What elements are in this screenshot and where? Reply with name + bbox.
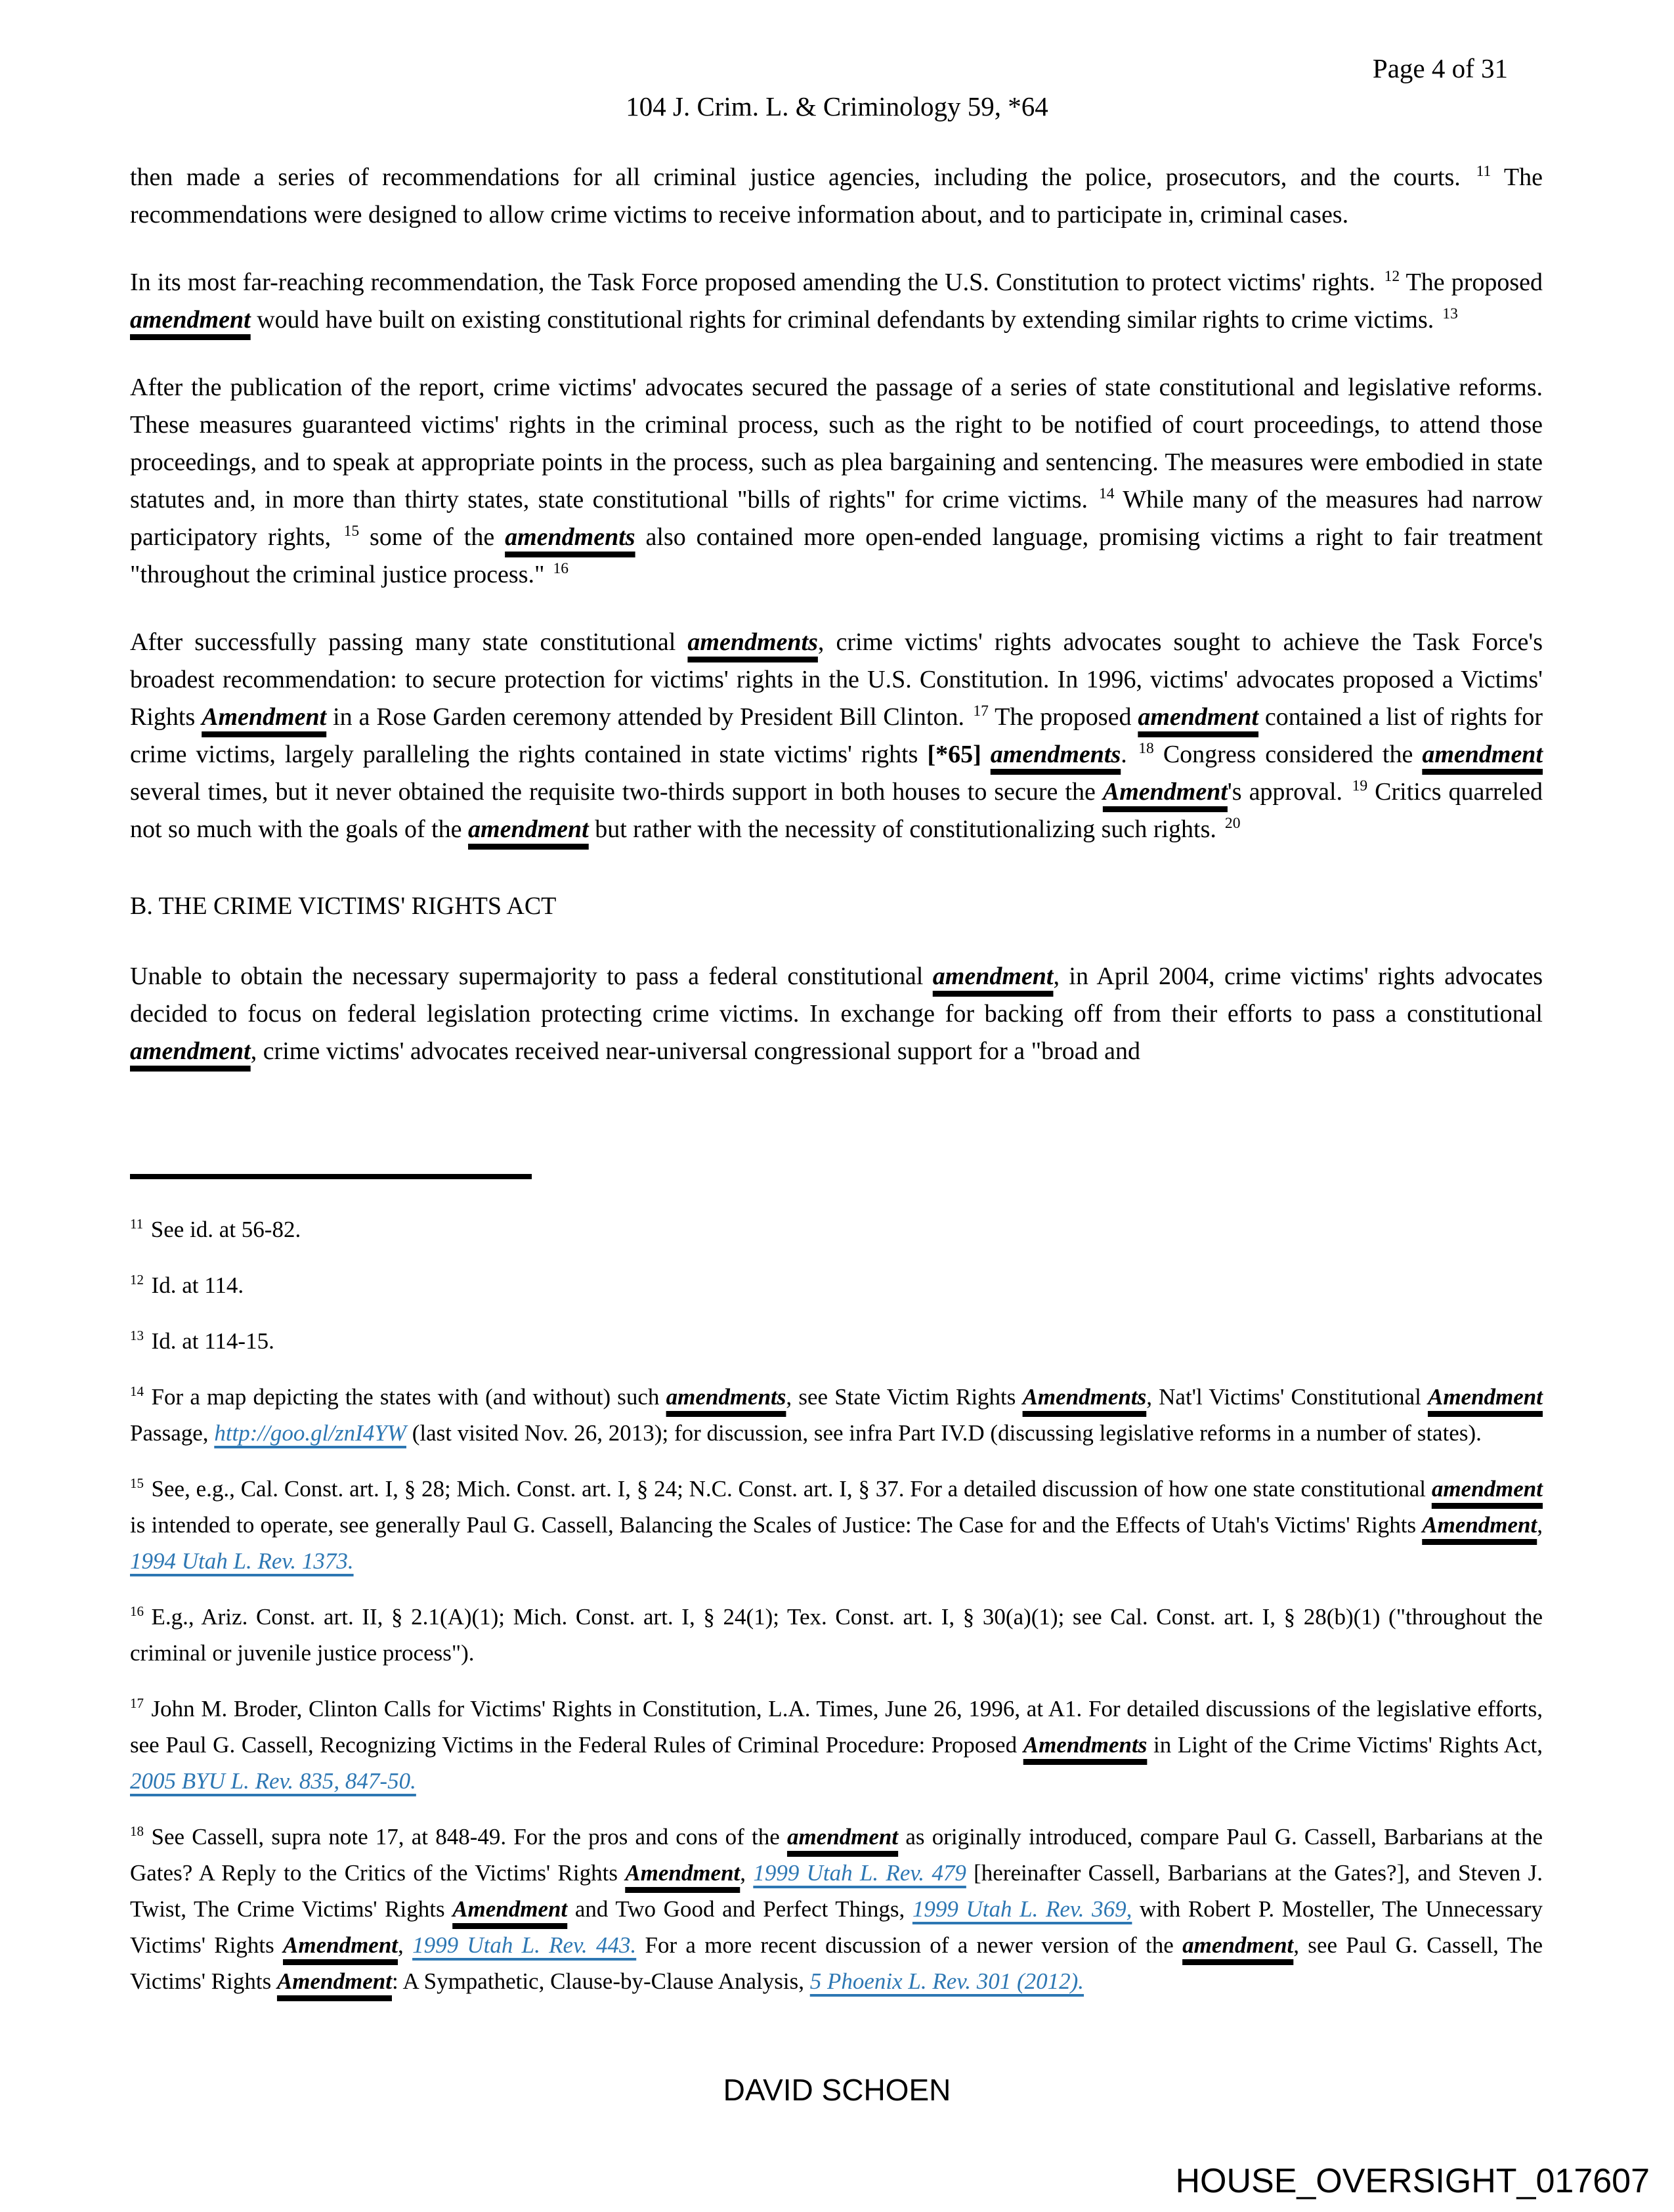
- text-segment: See id. at 56-82.: [150, 1217, 301, 1242]
- footnote-reference: 12: [1384, 268, 1400, 286]
- text-segment: and Two Good and Perfect Things,: [567, 1896, 912, 1922]
- text-segment: is intended to operate, see generally Paul G. Cassell, Balancing the Scales of Justice: The Case for and the Effects of Utah's Victims' Rights: [130, 1512, 1423, 1538]
- footnote-item: [130, 1323, 1543, 1359]
- footnote-number: 18: [130, 1823, 144, 1840]
- highlighted-term: Amendment: [283, 1932, 398, 1958]
- footnote-number: 17: [130, 1695, 144, 1712]
- text-segment: Congress considered the: [1153, 741, 1423, 768]
- footnote-separator: [130, 1174, 532, 1179]
- text-segment: For a more recent discussion of a newer version of the: [636, 1932, 1183, 1958]
- footnote-item: [130, 1691, 1543, 1799]
- highlighted-term: Amendment: [276, 1968, 392, 1994]
- body-paragraph: [130, 958, 1543, 1070]
- text-segment: but rather with the necessity of constitutionalizing such rights.: [588, 815, 1223, 843]
- footnote-item: [130, 1379, 1543, 1451]
- body-paragraph: [130, 159, 1543, 234]
- footnote-reference: 11: [1476, 163, 1492, 181]
- highlighted-term: amendment: [468, 815, 589, 843]
- text-segment: ,: [398, 1932, 413, 1958]
- body-paragraph: [130, 264, 1543, 339]
- text-segment: in Light of the Crime Victims' Rights Act,: [1147, 1732, 1543, 1758]
- text-segment: ,: [1537, 1512, 1543, 1538]
- highlighted-term: amendment: [130, 1037, 251, 1065]
- text-segment: The proposed: [1400, 269, 1543, 296]
- text-segment: Unable to obtain the necessary supermajority to pass a federal constitutional: [130, 963, 933, 990]
- text-segment: then made a series of recommendations for all criminal justice agencies, including the police, prosecutors, and the courts.: [130, 163, 1474, 191]
- text-segment: , see State Victim Rights: [786, 1384, 1023, 1410]
- footnote-text: [152, 1328, 274, 1354]
- text-segment: as originally introduced, compare Paul G. Cassell, Barbarians at the Gates? A Reply to the Critics of the Victims' Rights: [130, 1824, 1543, 1886]
- highlighted-term: amendment: [1422, 741, 1543, 768]
- highlighted-term: Amendments: [1023, 1732, 1148, 1758]
- body-paragraph: [130, 369, 1543, 594]
- citation-link[interactable]: 1994 Utah L. Rev. 1373.: [130, 1548, 354, 1574]
- highlighted-term: amendment: [1431, 1476, 1543, 1502]
- footnote-number: 13: [130, 1328, 144, 1344]
- highlighted-term: Amendment: [1102, 778, 1228, 806]
- text-segment: In its most far-reaching recommendation, the Task Force proposed amending the U.S. Constitution to protect victims' rights.: [130, 269, 1383, 296]
- highlighted-term: Amendment: [1427, 1384, 1543, 1410]
- footnote-text: [130, 1824, 1543, 1994]
- footnote-text: [130, 1384, 1543, 1446]
- footnote-number: 11: [130, 1216, 144, 1232]
- text-segment: After successfully passing many state constitutional: [130, 628, 688, 656]
- citation-link[interactable]: 1999 Utah L. Rev. 369,: [912, 1896, 1132, 1922]
- text-segment: Critics quarreled not so much with the goals of the: [130, 778, 1543, 843]
- text-segment: , see Paul G. Cassell, The Victims' Rights: [130, 1932, 1543, 1994]
- footnote-text: [152, 1272, 244, 1298]
- footnote-item: [130, 1211, 1543, 1247]
- text-segment: would have built on existing constitutional rights for criminal defendants by extending similar rights to crime victims.: [250, 306, 1440, 334]
- text-segment: .: [1121, 741, 1136, 768]
- text-segment: Id. at 114-15.: [151, 1328, 274, 1354]
- text-segment: (last visited Nov. 26, 2013); for discussion, see infra Part IV.D (discussing legislative reforms in a number of states).: [406, 1420, 1482, 1446]
- text-segment: , crime victims' advocates received near-universal congressional support for a "broad and: [250, 1037, 1140, 1065]
- footnote-text: [130, 1604, 1543, 1666]
- footnote-number: 12: [130, 1272, 144, 1288]
- footnote-text: [151, 1217, 301, 1242]
- running-header: 104 J. Crim. L. & Criminology 59, *64: [626, 91, 1048, 121]
- footnote-reference: 13: [1442, 305, 1458, 323]
- text-segment: with Robert P. Mosteller, The Unnecessary Victims' Rights: [130, 1896, 1543, 1958]
- text-segment: While many of the measures had narrow participatory rights,: [130, 486, 1543, 551]
- text-segment: , crime victims' rights advocates sought to achieve the Task Force's broadest recommendation: to secure protection for victims' rights in the U.S. Constitution. In 1996, victims' advocates proposed a Victims' Rights: [130, 628, 1543, 731]
- text-segment: The proposed: [988, 703, 1138, 731]
- text-segment: several times, but it never obtained the requisite two-thirds support in both houses to secure the: [130, 778, 1103, 806]
- text-segment: , in April 2004, crime victims' rights advocates decided to focus on federal legislation protecting crime victims. In exchange for backing off from their efforts to pass a constitutional: [130, 963, 1543, 1028]
- text-segment: some of the: [359, 523, 505, 551]
- footnote-reference: 16: [553, 560, 569, 578]
- highlighted-term: amendments: [687, 628, 818, 656]
- footnote-item: [130, 1267, 1543, 1303]
- bates-stamp: HOUSE_OVERSIGHT_017607: [1175, 2162, 1650, 2200]
- text-segment: E.g., Ariz. Const. art. II, § 2.1(A)(1); Mich. Const. art. I, § 24(1); Tex. Const. art. I, § 30(a)(1); see Cal. Const. art. I, § 28(b)(1) ("throughout the criminal or juvenile justice process").: [130, 1604, 1543, 1666]
- citation-link[interactable]: 5 Phoenix L. Rev. 301 (2012).: [809, 1968, 1084, 1994]
- highlighted-term: amendments: [666, 1384, 786, 1410]
- text-segment: ,: [740, 1860, 754, 1886]
- highlighted-term: Amendments: [1022, 1384, 1147, 1410]
- citation-link[interactable]: http://goo.gl/znI4YW: [214, 1420, 406, 1446]
- highlighted-term: amendment: [932, 963, 1054, 990]
- footnote-reference: 20: [1224, 815, 1241, 833]
- footnote-reference: 14: [1098, 485, 1115, 503]
- footnote-item: [130, 1599, 1543, 1671]
- page-number-label: Page 4 of 31: [1372, 53, 1508, 83]
- body-paragraph: [130, 624, 1543, 848]
- footnote-reference: 19: [1352, 777, 1368, 795]
- page-marker: [*65]: [927, 741, 981, 768]
- text-segment: See, e.g., Cal. Const. art. I, § 28; Mich. Const. art. I, § 24; N.C. Const. art. I, § 37. For a detailed discussion of how one state constitutional: [151, 1476, 1432, 1502]
- footnotes-section: [130, 1211, 1543, 2019]
- text-segment: Id. at 114.: [151, 1272, 244, 1298]
- text-segment: [hereinafter Cassell, Barbarians at the Gates?], and Steven J. Twist, The Crime Victims' Rights: [130, 1860, 1543, 1922]
- text-segment: contained a list of rights for crime victims, largely paralleling the rights contained in state victims' rights: [130, 703, 1543, 768]
- footnote-number: 16: [130, 1603, 144, 1620]
- highlighted-term: Amendment: [202, 703, 327, 731]
- text-segment: , Nat'l Victims' Constitutional: [1146, 1384, 1428, 1410]
- text-segment: also contained more open-ended language, promising victims a right to fair treatment "throughout the criminal justice process.": [130, 523, 1543, 588]
- footnote-reference: 17: [973, 703, 989, 720]
- text-segment: John M. Broder, Clinton Calls for Victims' Rights in Constitution, L.A. Times, June 26, 1996, at A1. For detailed discussions of the legislative efforts, see Paul G. Cassell, Recognizing Victims in the Federal Rules of Criminal Procedure: Proposed: [130, 1696, 1543, 1758]
- highlighted-term: Amendment: [1422, 1512, 1537, 1538]
- footnote-text: [130, 1696, 1543, 1794]
- text-segment: 's approval.: [1227, 778, 1350, 806]
- text-segment: See Cassell, supra note 17, at 848-49. For the pros and cons of the: [151, 1824, 787, 1850]
- highlighted-term: Amendment: [625, 1860, 740, 1886]
- footnote-text: [130, 1476, 1543, 1574]
- footnote-number: 14: [130, 1383, 144, 1400]
- citation-link[interactable]: 2005 BYU L. Rev. 835, 847-50.: [130, 1768, 416, 1794]
- highlighted-term: amendment: [1182, 1932, 1294, 1958]
- footnote-item: [130, 1471, 1543, 1579]
- section-heading: B. THE CRIME VICTIMS' RIGHTS ACT: [130, 892, 557, 920]
- footnote-reference: 18: [1138, 740, 1154, 758]
- text-segment: [981, 741, 991, 768]
- footnote-item: [130, 1819, 1543, 1999]
- text-segment: The recommendations were designed to allow crime victims to receive information about, and to participate in, criminal cases.: [130, 163, 1543, 228]
- text-segment: For a map depicting the states with (and without) such: [151, 1384, 666, 1410]
- highlighted-term: amendments: [505, 523, 635, 551]
- document-body: [130, 159, 1543, 1100]
- text-segment: Passage,: [130, 1420, 215, 1446]
- citation-link[interactable]: 1999 Utah L. Rev. 479: [753, 1860, 966, 1886]
- text-segment: After the publication of the report, crime victims' advocates secured the passage of a series of state constitutional and legislative reforms. These measures guaranteed victims' rights in the criminal process, such as the right to be notified of court proceedings, to attend those proceedings, and to speak at appropriate points in the process, such as plea bargaining and sentencing. The measures were embodied in state statutes and, in more than thirty states, state constitutional "bills of rights" for crime victims.: [130, 374, 1543, 513]
- text-segment: : A Sympathetic, Clause-by-Clause Analysis,: [391, 1968, 810, 1994]
- highlighted-term: amendments: [990, 741, 1121, 768]
- highlighted-term: amendment: [130, 306, 251, 334]
- footnote-number: 15: [130, 1475, 144, 1492]
- citation-link[interactable]: 1999 Utah L. Rev. 443.: [412, 1932, 637, 1958]
- footnote-reference: 15: [343, 523, 360, 540]
- highlighted-term: amendment: [1138, 703, 1259, 731]
- text-segment: in a Rose Garden ceremony attended by President Bill Clinton.: [326, 703, 971, 731]
- footer-name: DAVID SCHOEN: [723, 2073, 951, 2107]
- highlighted-term: amendment: [786, 1824, 899, 1850]
- highlighted-term: Amendment: [452, 1896, 568, 1922]
